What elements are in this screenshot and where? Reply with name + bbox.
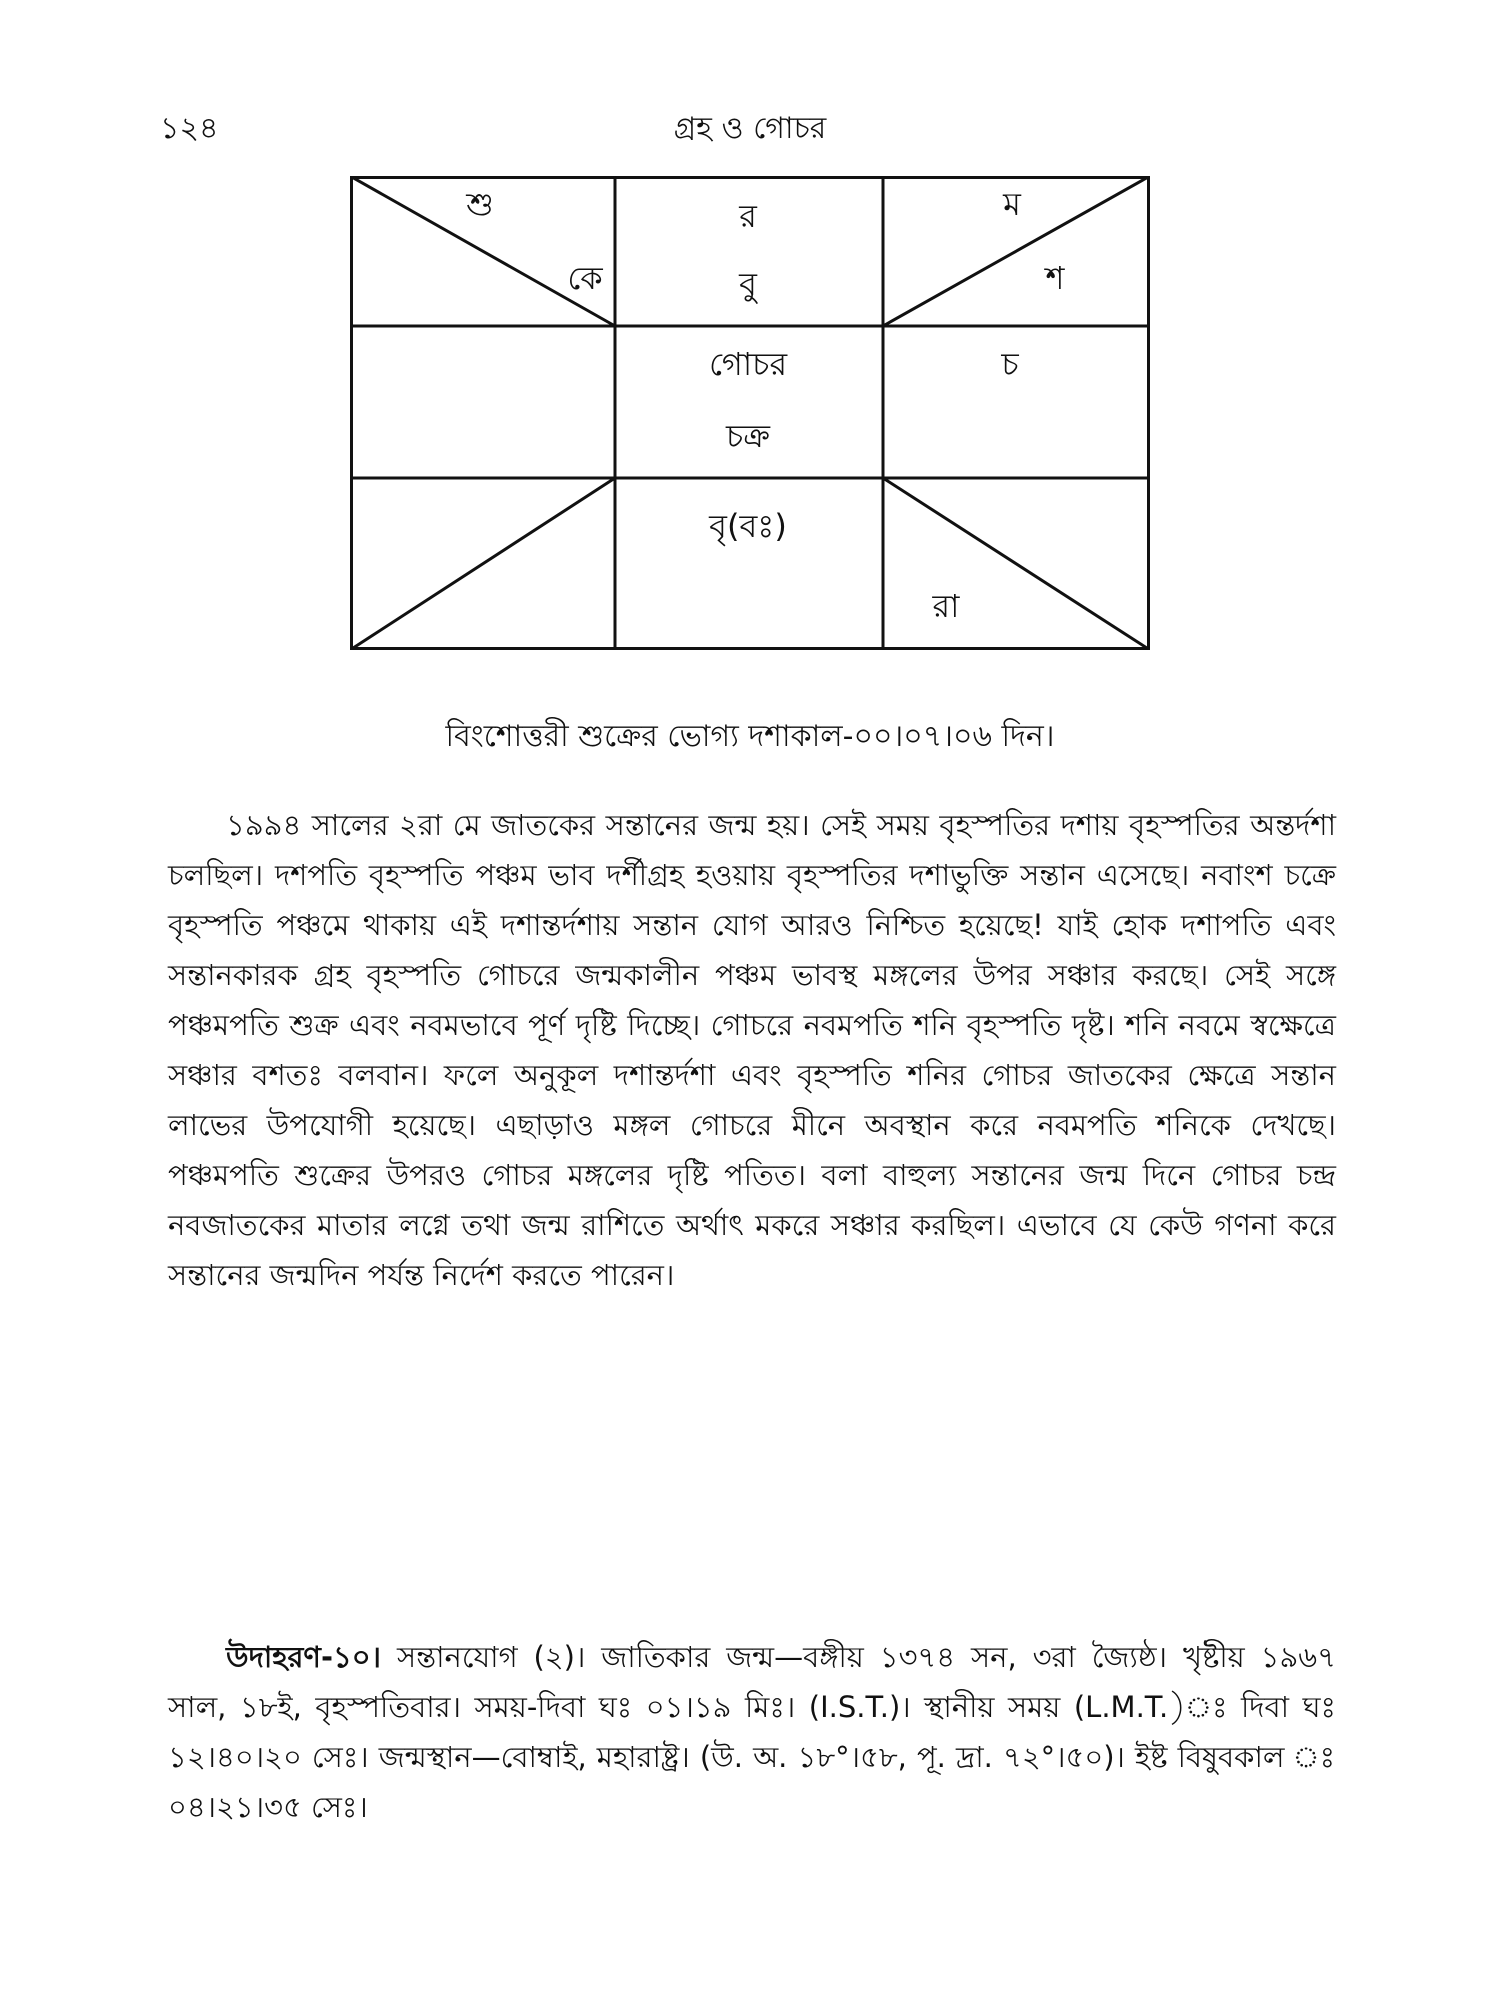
diag-bottom-right: [883, 478, 1150, 650]
cell-top-left-lower: কে: [567, 259, 603, 297]
page-number: ১২৪: [160, 111, 219, 146]
example-label: উদাহরণ-১০।: [226, 1640, 382, 1674]
chart-caption: বিংশোত্তরী শুক্রের ভোগ্য দশাকাল-০০।০৭।০৬ দিন।: [445, 719, 1055, 754]
running-header: গ্রহ ও গোচর: [673, 111, 827, 146]
cell-top-right-lower: শ: [1045, 259, 1065, 297]
example-paragraph: [168, 1632, 1336, 1832]
cell-center-upper: গোচর: [708, 345, 788, 383]
example-text: সন্তানযোগ (২)। জাতিকার জন্ম—বঙ্গীয় ১৩৭৪ সন, ৩রা জ্যৈষ্ঠ। খৃষ্টীয় ১৯৬৭ সাল, ১৮ই, বৃহস্পতিবার। সময়-দিবা ঘঃ ০১।১৯ মিঃ। (I.S.T.)। স্থানীয় সময় (L.M.T.)ঃ দিবা ঘঃ ১২।৪০।২০ সেঃ। জন্মস্থান—বোম্বাই, মহারাষ্ট্র। (উ. অ. ১৮°।৫৮, পূ. দ্রা. ৭২°।৫০)। ইষ্ট বিষুবকাল ঃ ০৪।২১।৩৫ সেঃ।: [168, 1640, 1337, 1824]
gochar-chart: [350, 176, 1150, 650]
cell-mid-right: চ: [1001, 345, 1019, 383]
cell-center-lower: চক্র: [725, 417, 771, 455]
cell-top-mid-upper: র: [739, 197, 757, 235]
cell-top-mid-lower: বু: [739, 265, 757, 303]
cell-bottom-right: রা: [932, 587, 960, 625]
cell-bottom-mid: বৃ(বঃ): [709, 507, 787, 545]
diag-bottom-left: [350, 478, 615, 650]
cell-top-left-upper: শু: [466, 185, 494, 223]
body-paragraph: ১৯৯৪ সালের ২রা মে জাতকের সন্তানের জন্ম হয়। সেই সময় বৃহস্পতির দশায় বৃহস্পতির অন্তর্দশা চলছিল। দশপতি বৃহস্পতি পঞ্চম ভাব দর্শীগ্রহ হওয়ায় বৃহস্পতির দশাভুক্তি সন্তান এসেছে। নবাংশ চক্রে বৃহস্পতি পঞ্চমে থাকায় এই দশান্তর্দশায় সন্তান যোগ আরও নিশ্চিত হয়েছে! যাই হোক দশাপতি এবং সন্তানকারক গ্রহ বৃহস্পতি গোচরে জন্মকালীন পঞ্চম ভাবস্থ মঙ্গলের উপর সঞ্চার করছে। সেই সঙ্গে পঞ্চমপতি শুক্র এবং নবমভাবে পূর্ণ দৃষ্টি দিচ্ছে। গোচরে নবমপতি শনি বৃহস্পতি দৃষ্ট। শনি নবমে স্বক্ষেত্রে সঞ্চার বশতঃ বলবান। ফলে অনুকূল দশান্তর্দশা এবং বৃহস্পতি শনির গোচর জাতকের ক্ষেত্রে সন্তান লাভের উপযোগী হয়েছে। এছাড়াও মঙ্গল গোচরে মীনে অবস্থান করে নবমপতি শনিকে দেখছে। পঞ্চমপতি শুক্রের উপরও গোচর মঙ্গলের দৃষ্টি পতিত। বলা বাহুল্য সন্তানের জন্ম দিনে গোচর চন্দ্র নবজাতকের মাতার লগ্নে তথা জন্ম রাশিতে অর্থাৎ মকরে সঞ্চার করছিল। এভাবে যে কেউ গণনা করে সন্তানের জন্মদিন পর্যন্ত নির্দেশ করতে পারেন।: [168, 808, 1336, 1292]
cell-top-right-upper: ম: [1003, 185, 1021, 223]
